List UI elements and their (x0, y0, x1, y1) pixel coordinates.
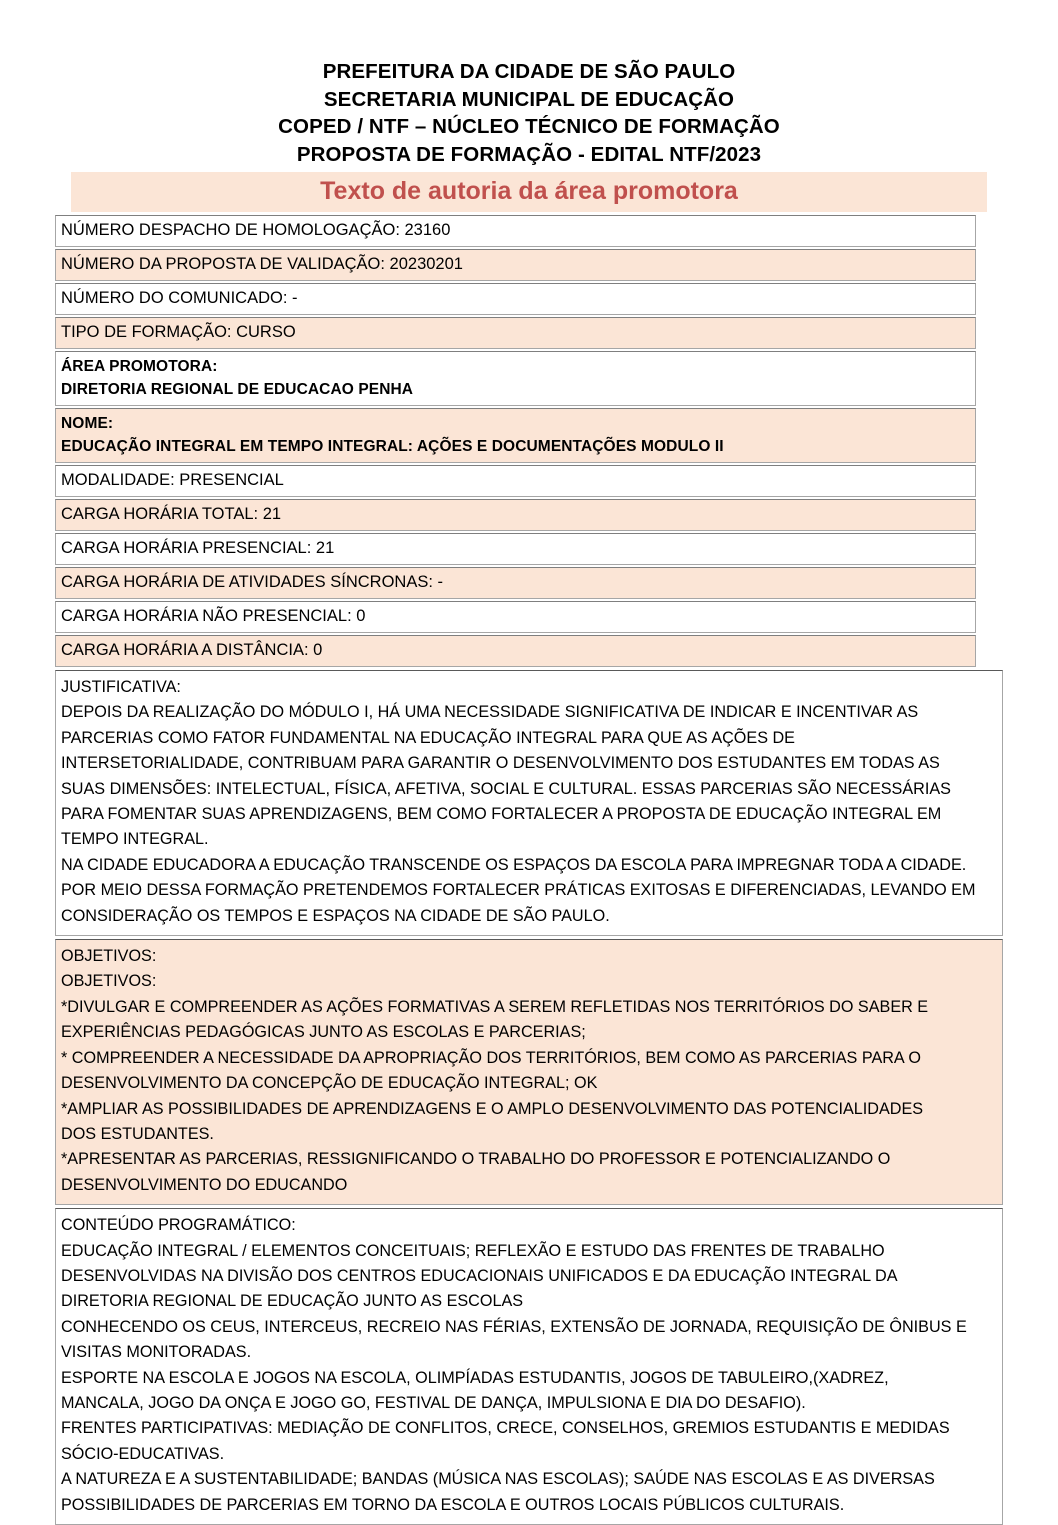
block-objetivos-line: OBJETIVOS: (61, 972, 157, 991)
text-block-conteudo-programatico (55, 1208, 1003, 1525)
text-block-justificativa (55, 670, 1003, 936)
block-conteudo-programatico-line: ESPORTE NA ESCOLA E JOGOS NA ESCOLA, OLIMPÍADAS ESTUDANTIS, JOGOS DE TABULEIRO,(XADREZ, (61, 1368, 889, 1387)
field-row-carga-horaria-atividades-sincronas (55, 567, 976, 599)
block-justificativa-line: TEMPO INTEGRAL. (61, 830, 209, 849)
banner-title: Texto de autoria da área promotora (320, 177, 738, 205)
field-row-carga-horaria-presencial (55, 533, 976, 565)
block-justificativa-line: NA CIDADE EDUCADORA A EDUCAÇÃO TRANSCENDE OS ESPAÇOS DA ESCOLA PARA IMPREGNAR TODA A CIDADE. (61, 855, 967, 874)
block-justificativa-line: DEPOIS DA REALIZAÇÃO DO MÓDULO I, HÁ UMA NECESSIDADE SIGNIFICATIVA DE INDICAR E INCENTIVAR AS (61, 703, 919, 722)
block-conteudo-programatico-line: A NATUREZA E A SUSTENTABILIDADE; BANDAS (MÚSICA NAS ESCOLAS); SAÚDE NAS ESCOLAS E AS DIVERSAS (61, 1470, 935, 1489)
field-row-modalidade (55, 465, 976, 497)
field-row-carga-horaria-nao-presencial (55, 601, 976, 633)
field-numero-proposta-validacao-line: NÚMERO DA PROPOSTA DE VALIDAÇÃO: 20230201 (61, 255, 463, 273)
field-row-numero-comunicado (55, 283, 976, 315)
proposal-text-blocks (55, 670, 976, 1525)
field-row-carga-horaria-total (55, 499, 976, 531)
block-objetivos-line: OBJETIVOS: (61, 947, 157, 966)
field-row-area-promotora (55, 351, 976, 406)
field-nome-line: NOME: (61, 415, 114, 432)
field-carga-horaria-nao-presencial-line: CARGA HORÁRIA NÃO PRESENCIAL: 0 (61, 607, 366, 625)
field-modalidade-line: MODALIDADE: PRESENCIAL (61, 471, 284, 489)
proposal-fields-table (55, 215, 976, 667)
header-line-4: PROPOSTA DE FORMAÇÃO - EDITAL NTF/2023 (296, 142, 762, 166)
header-line-3: COPED / NTF – NÚCLEO TÉCNICO DE FORMAÇÃO (278, 115, 780, 138)
block-justificativa-line: JUSTIFICATIVA: (61, 678, 181, 696)
document-header (0, 0, 1058, 168)
section-banner (71, 172, 987, 212)
block-justificativa-line: INTERSETORIALIDADE, CONTRIBUAM PARA GARANTIR O DESENVOLVIMENTO DOS ESTUDANTES EM TODAS AS (61, 754, 940, 773)
block-justificativa-line: POR MEIO DESSA FORMAÇÃO PRETENDEMOS FORTALECER PRÁTICAS EXITOSAS E DIFERENCIADAS, LEVANDO EM (61, 881, 976, 900)
field-row-carga-horaria-a-distancia (55, 635, 976, 667)
text-block-objetivos (55, 939, 1003, 1205)
block-justificativa-line: PARA FOMENTAR SUAS APRENDIZAGENS, BEM COMO FORTALECER A PROPOSTA DE EDUCAÇÃO INTEGRAL EM (61, 805, 942, 824)
block-conteudo-programatico-line: SÓCIO-EDUCATIVAS. (61, 1444, 225, 1463)
field-carga-horaria-presencial-line: CARGA HORÁRIA PRESENCIAL: 21 (61, 539, 335, 557)
block-conteudo-programatico-line: FRENTES PARTICIPATIVAS: MEDIAÇÃO DE CONFLITOS, CRECE, CONSELHOS, GREMIOS ESTUDANTIS E MEDIDAS (61, 1419, 950, 1438)
block-conteudo-programatico-line: POSSIBILIDADES DE PARCERIAS EM TORNO DA ESCOLA E OUTROS LOCAIS PÚBLICOS CULTURAIS. (61, 1495, 845, 1514)
field-row-numero-despacho-homologacao (55, 215, 976, 247)
field-carga-horaria-atividades-sincronas-line: CARGA HORÁRIA DE ATIVIDADES SÍNCRONAS: - (61, 573, 444, 591)
block-conteudo-programatico-line: EDUCAÇÃO INTEGRAL / ELEMENTOS CONCEITUAIS; REFLEXÃO E ESTUDO DAS FRENTES DE TRABALHO (61, 1241, 885, 1260)
block-conteudo-programatico-line: CONHECENDO OS CEUS, INTERCEUS, RECREIO NAS FÉRIAS, EXTENSÃO DE JORNADA, REQUISIÇÃO DE ÔNIBUS E (61, 1317, 967, 1336)
block-conteudo-programatico-line: VISITAS MONITORADAS. (61, 1343, 252, 1362)
block-objetivos-line: *AMPLIAR AS POSSIBILIDADES DE APRENDIZAGENS E O AMPLO DESENVOLVIMENTO DAS POTENCIALIDADES (61, 1099, 924, 1118)
field-carga-horaria-total-line: CARGA HORÁRIA TOTAL: 21 (61, 505, 282, 523)
field-area-promotora-line: ÁREA PROMOTORA: (61, 358, 218, 375)
field-nome-line: EDUCAÇÃO INTEGRAL EM TEMPO INTEGRAL: AÇÕES E DOCUMENTAÇÕES MODULO II (61, 438, 724, 455)
block-justificativa-line: SUAS DIMENSÕES: INTELECTUAL, FÍSICA, AFETIVA, SOCIAL E CULTURAL. ESSAS PARCERIAS SÃO NECESSÁRIAS (61, 779, 951, 798)
field-numero-despacho-homologacao-line: NÚMERO DESPACHO DE HOMOLOGAÇÃO: 23160 (61, 221, 451, 239)
field-row-numero-proposta-validacao (55, 249, 976, 281)
header-line-1: PREFEITURA DA CIDADE DE SÃO PAULO (322, 60, 736, 83)
block-conteudo-programatico-line: DIRETORIA REGIONAL DE EDUCAÇÃO JUNTO AS ESCOLAS (61, 1292, 524, 1311)
block-justificativa-line: PARCERIAS COMO FATOR FUNDAMENTAL NA EDUCAÇÃO INTEGRAL PARA QUE AS AÇÕES DE (61, 728, 795, 747)
block-objetivos-line: EXPERIÊNCIAS PEDAGÓGICAS JUNTO AS ESCOLAS E PARCERIAS; (61, 1023, 586, 1042)
block-objetivos-line: DESENVOLVIMENTO DA CONCEPÇÃO DE EDUCAÇÃO INTEGRAL; OK (61, 1074, 598, 1093)
block-objetivos-line: *APRESENTAR AS PARCERIAS, RESSIGNIFICANDO O TRABALHO DO PROFESSOR E POTENCIALIZANDO O (61, 1150, 891, 1169)
field-carga-horaria-a-distancia-line: CARGA HORÁRIA A DISTÂNCIA: 0 (61, 641, 323, 659)
block-conteudo-programatico-line: MANCALA, JOGO DA ONÇA E JOGO GO, FESTIVAL DE DANÇA, IMPULSIONA E DIA DO DESAFIO). (61, 1393, 806, 1412)
field-area-promotora-line: DIRETORIA REGIONAL DE EDUCACAO PENHA (61, 381, 414, 398)
block-conteudo-programatico-line: CONTEÚDO PROGRAMÁTICO: (61, 1216, 296, 1235)
field-tipo-de-formacao-line: TIPO DE FORMAÇÃO: CURSO (61, 323, 296, 341)
field-row-tipo-de-formacao (55, 317, 976, 349)
block-objetivos-line: DOS ESTUDANTES. (61, 1124, 214, 1143)
block-conteudo-programatico-line: DESENVOLVIDAS NA DIVISÃO DOS CENTROS EDUCACIONAIS UNIFICADOS E DA EDUCAÇÃO INTEGRAL DA (61, 1266, 898, 1285)
field-numero-comunicado-line: NÚMERO DO COMUNICADO: - (61, 289, 298, 307)
block-objetivos-line: * COMPREENDER A NECESSIDADE DA APROPRIAÇÃO DOS TERRITÓRIOS, BEM COMO AS PARCERIAS PARA O (61, 1048, 921, 1067)
block-justificativa-line: CONSIDERAÇÃO OS TEMPOS E ESPAÇOS NA CIDADE DE SÃO PAULO. (61, 906, 610, 925)
block-objetivos-line: DESENVOLVIMENTO DO EDUCANDO (61, 1175, 348, 1194)
header-line-2: SECRETARIA MUNICIPAL DE EDUCAÇÃO (323, 87, 735, 111)
field-row-nome (55, 408, 976, 463)
block-objetivos-line: *DIVULGAR E COMPREENDER AS AÇÕES FORMATIVAS A SEREM REFLETIDAS NOS TERRITÓRIOS DO SABER E (61, 997, 929, 1016)
